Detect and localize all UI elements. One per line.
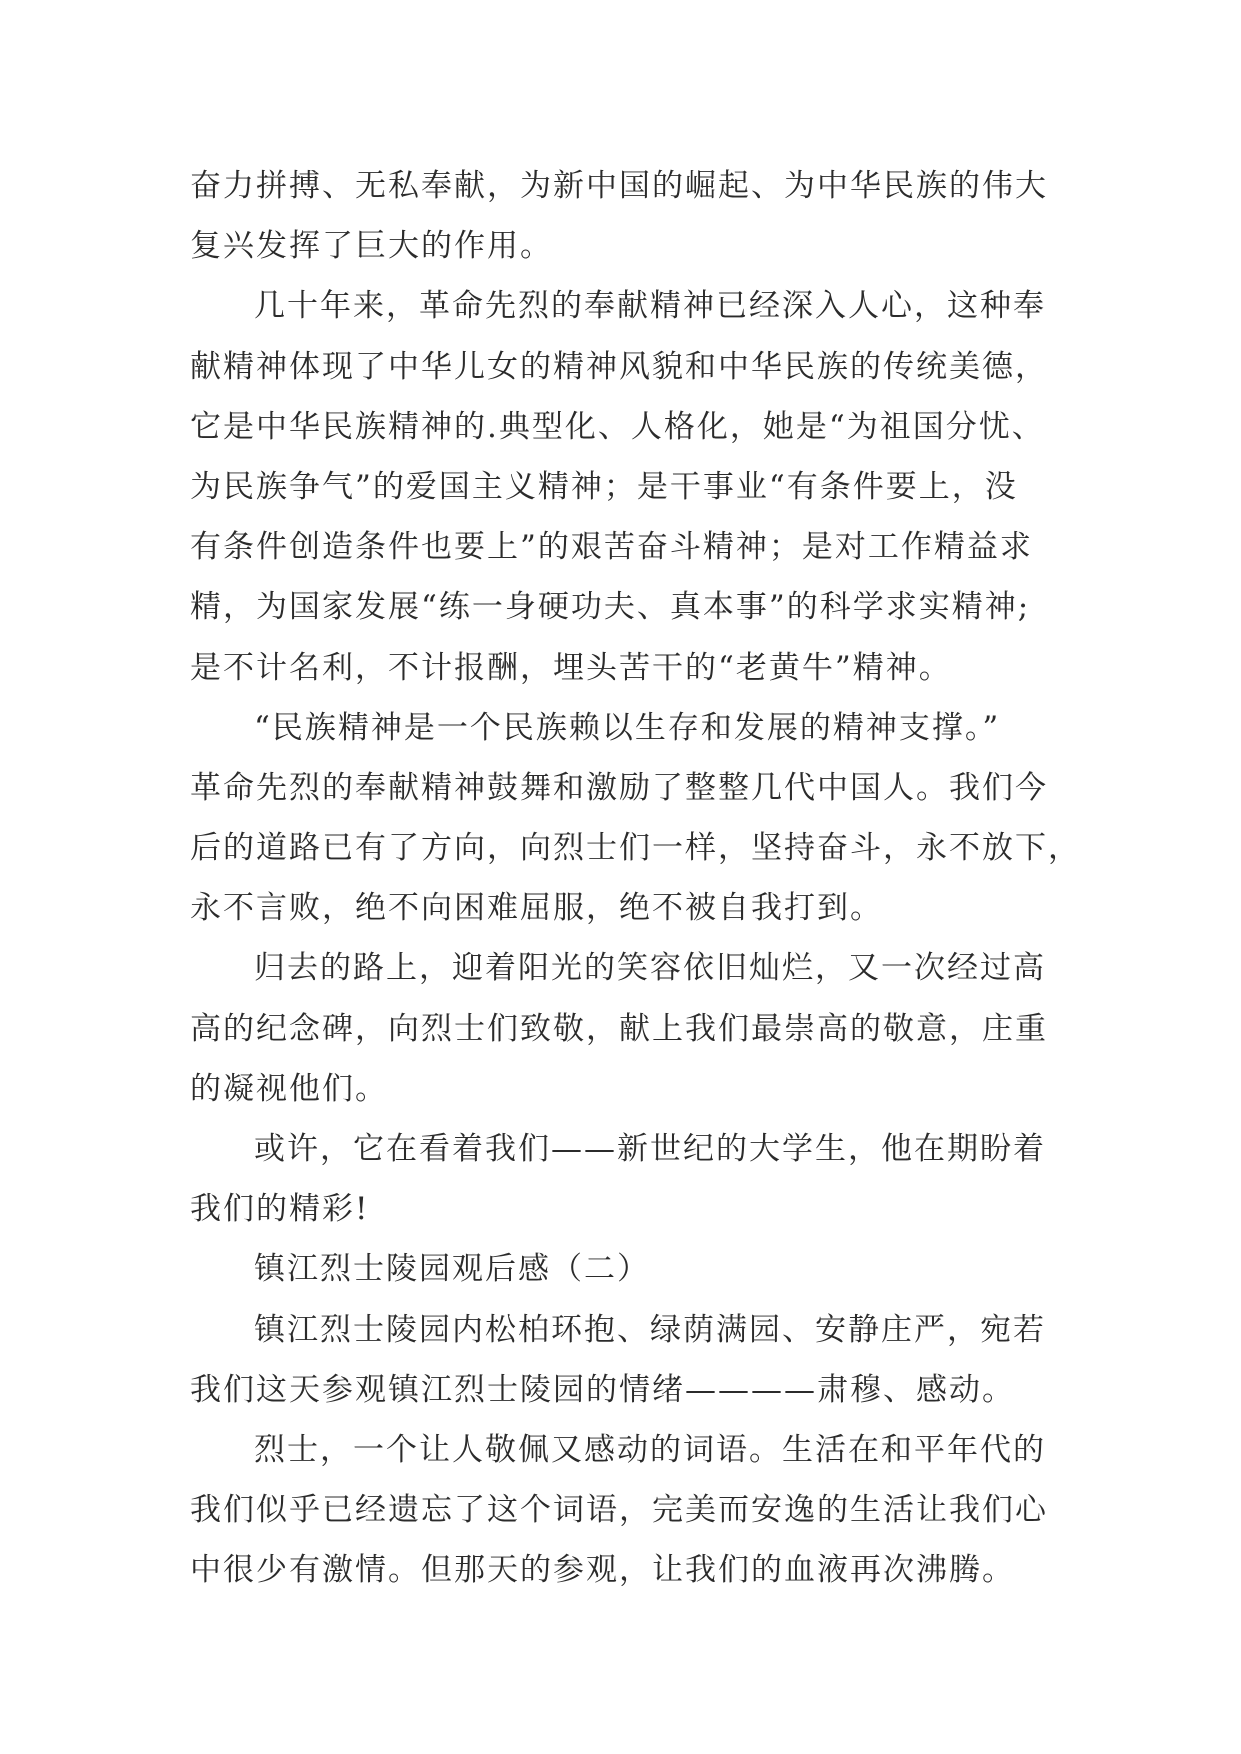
text-line: 的凝视他们。: [190, 1070, 388, 1107]
text-line: 高的纪念碑，向烈士们致敬，献上我们最崇高的敬意，庄重: [190, 1010, 1048, 1047]
text-line: 奋力拼搏、无私奉献，为新中国的崛起、为中华民族的伟大: [190, 168, 1048, 204]
section-heading: 镇江烈士陵园观后感（二）: [254, 1251, 650, 1288]
text-line: 烈士，一个让人敬佩又感动的词语。生活在和平年代的: [254, 1431, 1046, 1468]
document-body: [190, 156, 1081, 1601]
text-line: 精，为国家发展“练一身硬功夫、真本事”的科学求实精神;: [190, 589, 1031, 626]
text-line: 革命先烈的奉献精神鼓舞和激励了整整几代中国人。我们今: [190, 769, 1048, 806]
text-line: 我们这天参观镇江烈士陵园的情绪————肃穆、感动。: [190, 1371, 1015, 1408]
text-line: 是不计名利，不计报酬，埋头苦干的“老黄牛”精神。: [190, 649, 952, 686]
text-line: 我们的精彩!: [190, 1191, 370, 1228]
text-line: “民族精神是一个民族赖以生存和发展的精神支撑。”: [254, 709, 1001, 746]
text-line: 永不言败，绝不向困难屈服，绝不被自我打到。: [190, 890, 883, 927]
text-line: 有条件创造条件也要上”的艰苦奋斗精神；是对工作精益求: [190, 529, 1033, 566]
text-line: 它是中华民族精神的.典型化、人格化，她是“为祖国分忧、: [190, 408, 1045, 445]
text-line: 或许，它在看着我们——新世纪的大学生，他在期盼着: [254, 1131, 1046, 1167]
text-line: 镇江烈士陵园内松柏环抱、绿荫满园、安静庄严，宛若: [254, 1311, 1046, 1348]
text-line: 归去的路上，迎着阳光的笑容依旧灿烂，又一次经过高: [254, 950, 1046, 987]
text-line: 复兴发挥了巨大的作用。: [190, 228, 553, 265]
text-line: 我们似乎已经遗忘了这个词语，完美而安逸的生活让我们心: [190, 1492, 1048, 1529]
text-line: 几十年来，革命先烈的奉献精神已经深入人心，这种奉: [254, 288, 1046, 325]
text-line: 献精神体现了中华儿女的精神风貌和中华民族的传统美德，: [190, 348, 1048, 385]
text-line: 为民族争气”的爱国主义精神；是干事业“有条件要上，没: [190, 468, 1018, 505]
text-line: 后的道路已有了方向，向烈士们一样，坚持奋斗，永不放下，: [190, 830, 1081, 867]
text-line: 中很少有激情。但那天的参观，让我们的血液再次沸腾。: [190, 1552, 1015, 1589]
